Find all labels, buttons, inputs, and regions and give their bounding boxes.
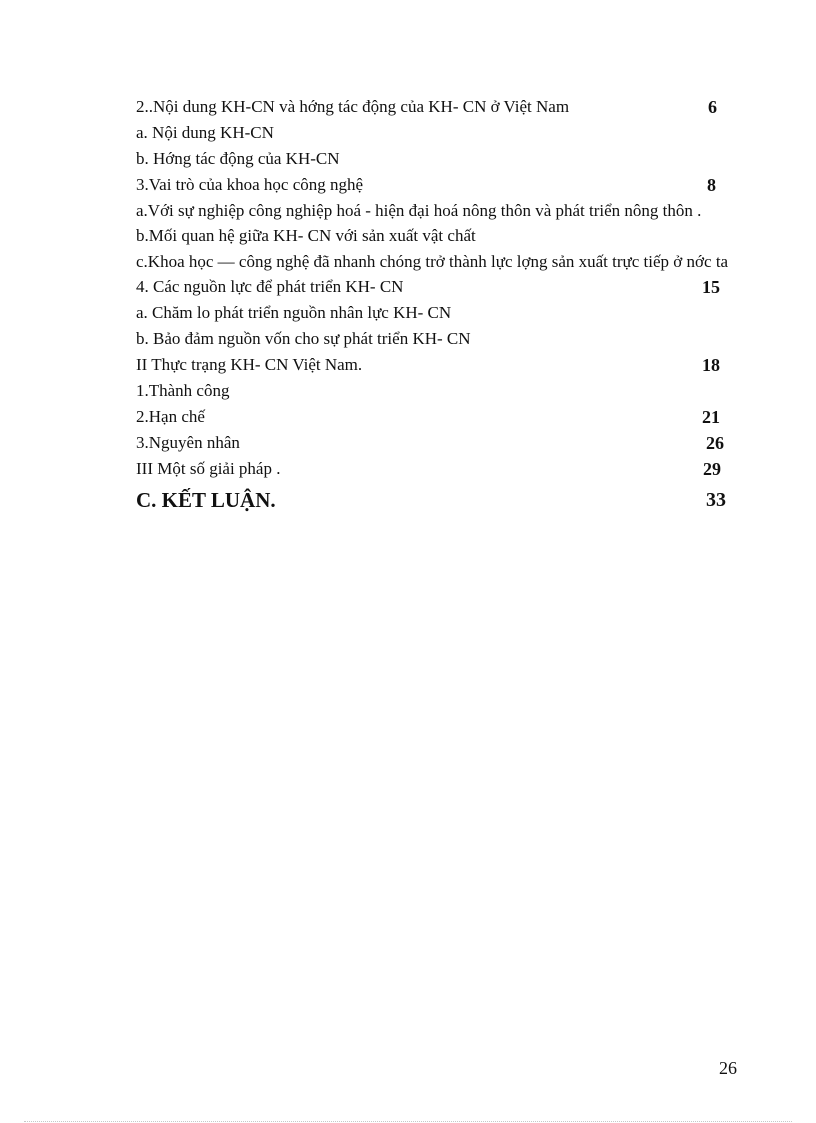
toc-entry: [136, 94, 738, 120]
toc-entry: [136, 352, 738, 378]
toc-entry-page: 33: [706, 489, 726, 511]
toc-entry-title: a.Với sự nghiệp công nghiệp hoá - hiện đại hoá nông thôn và phát triển nông thôn .: [136, 201, 702, 220]
toc-entry: [136, 456, 738, 482]
toc-entry-title: 2..Nội dung KH-CN và hớng tác động của KH- CN ở Việt Nam: [136, 97, 570, 116]
toc-entry-title: 3.Nguyên nhân: [136, 433, 240, 452]
toc-entry-title: b. Bảo đảm nguồn vốn cho sự phát triển KH- CN: [136, 329, 471, 348]
toc-entry: [136, 249, 738, 274]
toc-entry: [136, 223, 738, 249]
toc-entry-page: 29: [703, 459, 721, 479]
toc-entry-page: 21: [702, 407, 720, 427]
page-bottom-divider: [24, 1121, 792, 1122]
toc-entry: [136, 172, 738, 198]
toc-entry-page: 26: [706, 433, 724, 453]
toc-entry-conclusion: [136, 484, 738, 516]
toc-entry-title: 3.Vai trò của khoa học công nghệ: [136, 175, 364, 194]
toc-entry: [136, 274, 738, 300]
toc-entry-page: 8: [707, 175, 716, 195]
toc-entry: [136, 404, 738, 430]
toc-entry-title: b.Mối quan hệ giữa KH- CN với sản xuất vật chất: [136, 226, 476, 245]
toc-entry-page: 15: [702, 277, 720, 297]
toc-entry-title: C. KẾT LUẬN.: [136, 488, 276, 512]
toc-entry: [136, 146, 738, 172]
toc-entry-title: III Một số giải pháp .: [136, 459, 281, 478]
toc-entry-title: b. Hớng tác động của KH-CN: [136, 149, 340, 168]
toc-entry: [136, 326, 738, 352]
toc-entry-page: 6: [708, 97, 717, 117]
table-of-contents: [136, 94, 738, 516]
toc-entry-page: 18: [702, 355, 720, 375]
toc-entry-title: II Thực trạng KH- CN Việt Nam.: [136, 355, 363, 374]
page-number: 26: [719, 1058, 737, 1078]
toc-entry: [136, 198, 738, 223]
toc-entry: [136, 120, 738, 146]
toc-entry: [136, 378, 738, 404]
toc-entry-title: 4. Các nguồn lực để phát triển KH- CN: [136, 277, 404, 296]
toc-entry-title: 2.Hạn chế: [136, 407, 205, 426]
toc-entry-title: c.Khoa học — công nghệ đã nhanh chóng trở thành lực lợng sản xuất trực tiếp ở nớc ta: [136, 252, 729, 271]
toc-entry: [136, 300, 738, 326]
toc-entry-title: 1.Thành công: [136, 381, 230, 400]
toc-entry-title: a. Chăm lo phát triển nguồn nhân lực KH- CN: [136, 303, 452, 322]
toc-entry-title: a. Nội dung KH-CN: [136, 123, 274, 142]
toc-entry: [136, 430, 738, 456]
